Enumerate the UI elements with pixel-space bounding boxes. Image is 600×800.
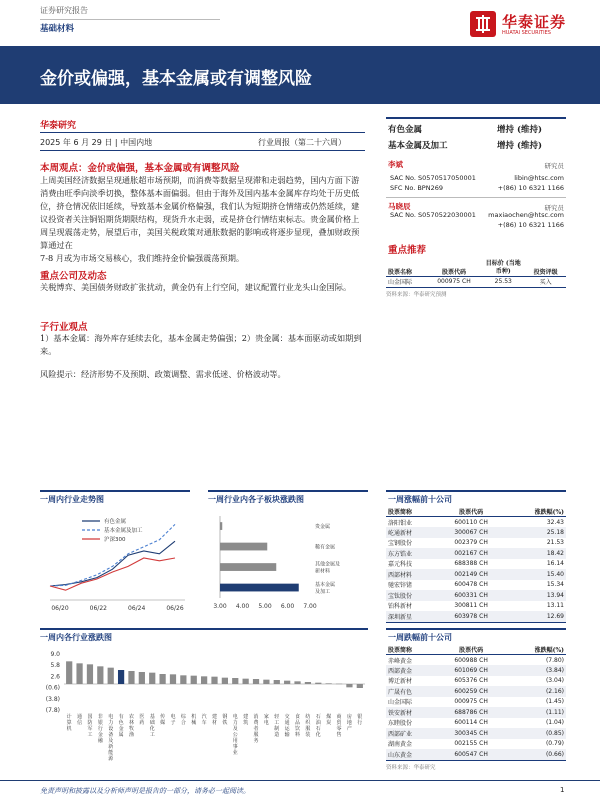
chart2-title: 一周行业内各子板块涨跌图: [208, 494, 304, 504]
table-header-cell: 涨跌幅(%): [534, 508, 564, 516]
change-pct: (3.04): [545, 677, 564, 685]
org-name: 华泰研究: [40, 121, 77, 131]
change-pct: 18.42: [505, 548, 566, 559]
analyst-email[interactable]: maxiaochen@htsc.com: [488, 211, 564, 219]
change-pct: 13.11: [546, 602, 564, 610]
header-rule: [40, 19, 220, 20]
analyst-role: 研究员: [544, 162, 564, 170]
stock-code: 002149 CH: [437, 569, 505, 580]
analyst-phone: +(86) 10 6321 1166: [497, 184, 564, 192]
x-tick-label: 5.00: [258, 603, 272, 610]
stock-name: 驰宏锌锗: [388, 582, 413, 590]
stock-code: 603978 CH: [437, 611, 505, 622]
bar: [76, 663, 82, 684]
table-row: [386, 676, 566, 687]
change-pct: (0.66): [505, 749, 566, 760]
category-label: 商贸零售: [336, 714, 342, 738]
table-source: 资料来源：华泰研究: [386, 764, 436, 771]
category-label: 传媒: [160, 714, 166, 726]
view-body-part2: 7-8 月或为市场交易核心，我们维持金价偏强震荡预期。: [40, 253, 245, 263]
company-body: 关税博弈、美国债务财政扩张扰动，黄金仍有上行空间，建议配置行业龙头山金国际。: [40, 282, 352, 292]
view-heading: 本周观点：金价或偏强，基本金属或有调整风险: [40, 163, 240, 174]
stock-code: 688388 CH: [454, 560, 488, 568]
change-pct: (1.45): [545, 698, 564, 706]
category-label: 农林牧渔: [128, 714, 134, 738]
sub-industry-heading: 子行业观点: [40, 322, 88, 333]
x-tick-label: 06/26: [166, 605, 184, 612]
category-label: 建筑: [243, 714, 249, 726]
x-tick-label: 3.00: [213, 603, 227, 610]
chart3-title: 一周内各行业涨跌图: [40, 632, 112, 642]
category-label: 综合: [180, 714, 186, 726]
stock-name: 东方锆业: [386, 548, 437, 559]
legend-label: 有色金属: [104, 519, 127, 525]
rec-col: 投资评级: [533, 268, 558, 276]
losers-heading: 一周跌幅前十公司: [388, 632, 452, 642]
analyst-name: 李斌: [388, 160, 403, 169]
company-heading: 重点公司及动态: [40, 271, 107, 282]
category-label: 有色金属: [118, 714, 124, 738]
category-label: 石油石化: [315, 714, 321, 738]
table-row: [386, 686, 566, 697]
bar: [139, 672, 145, 684]
stock-code: 000975 CH: [454, 698, 488, 706]
bar: [191, 676, 197, 684]
category-label: 家电: [263, 714, 269, 726]
category-label: 稀有金属: [315, 544, 336, 551]
bar: [97, 666, 103, 684]
category-label: 国防军工: [87, 714, 93, 738]
stock-name: 嘉元科技: [388, 561, 413, 569]
rec-col: 股票名称: [388, 268, 413, 276]
rating-sector-1: 有色金属: [388, 125, 423, 135]
report-date: 2025 年 6 月 29 日: [40, 138, 113, 147]
stock-name: 西部矿业: [386, 728, 437, 739]
category-label: 建材: [211, 714, 218, 726]
category-label: 医药: [139, 714, 145, 726]
category-label: 纺织服装: [305, 714, 311, 738]
stock-name: 宝钛股份: [386, 590, 437, 601]
bar: [108, 668, 114, 684]
bar: [346, 684, 352, 687]
change-pct: (3.84): [505, 665, 566, 676]
change-pct: 15.40: [505, 569, 566, 580]
footer-rule: [0, 780, 600, 781]
table-header-cell: 涨跌幅(%): [534, 646, 564, 654]
chart1-rule: [40, 490, 190, 492]
report-title: 金价或偏强，基本金属或有调整风险: [40, 69, 312, 89]
meta-rule-bottom: [40, 150, 365, 151]
bar: [180, 675, 186, 684]
table-row: [386, 276, 566, 287]
category-label: 电子: [170, 714, 176, 726]
rec-stock: 山金国际: [388, 279, 413, 286]
stock-name: 深圳新星: [386, 611, 437, 622]
stock-code: 300811 CH: [454, 602, 488, 610]
change-pct: 32.43: [546, 518, 564, 526]
page-number: 1: [560, 786, 565, 794]
y-tick-label: (3.8): [45, 695, 60, 703]
category-label: 汽车: [201, 714, 207, 726]
table-row: [386, 590, 566, 601]
losers-rule: [386, 628, 566, 630]
category-label: 交通运输: [284, 714, 290, 738]
category-label: 消费者服务: [253, 714, 259, 744]
bar: [170, 674, 176, 684]
brand-name-cn: 华泰证券: [502, 13, 567, 31]
series-line-2: [50, 558, 175, 590]
bar: [243, 679, 249, 684]
stock-code: 600988 CH: [454, 656, 488, 664]
category-label: 其他金属及: [315, 561, 341, 568]
table-row: [386, 739, 566, 750]
table-row: [386, 665, 566, 676]
x-tick-label: 4.00: [235, 603, 250, 610]
gainers-heading: 一周涨幅前十公司: [388, 494, 452, 504]
table-row: [386, 517, 566, 528]
analyst-sfc: SFC No. BPN269: [390, 184, 443, 192]
stock-name: 铁安新材: [386, 707, 437, 718]
table-row: [386, 527, 566, 538]
table-row: [386, 697, 566, 708]
bar: [253, 679, 259, 684]
stock-name: 山东黄金: [386, 749, 437, 760]
stock-name: 屹通新材: [386, 527, 437, 538]
footer-disclaimer: 免责声明和披露以及分析师声明是报告的一部分，请务必一起阅读。: [40, 787, 250, 795]
bar: [149, 673, 155, 684]
change-pct: 21.53: [546, 539, 564, 547]
bar: [159, 674, 165, 684]
category-label: 通信: [77, 714, 83, 726]
table-row: [386, 718, 566, 729]
table-row: [386, 538, 566, 549]
chart2-rule: [208, 490, 368, 492]
view-body: [40, 174, 362, 265]
change-pct: (1.04): [545, 719, 564, 727]
change-pct: 16.14: [546, 560, 564, 568]
bar: [66, 661, 72, 684]
y-tick-label: 5.8: [50, 662, 60, 670]
stock-name: 东睦股份: [388, 720, 413, 728]
category-label: 贵金属: [315, 524, 331, 531]
bar: [211, 677, 217, 684]
analyst-role: 研究员: [544, 204, 564, 212]
stock-name: 山金国际: [388, 699, 413, 707]
x-tick-label: 06/20: [51, 605, 69, 612]
rec-code: 000975 CH: [437, 278, 471, 285]
table-row: [386, 569, 566, 580]
stock-code: 600478 CH: [454, 581, 488, 589]
table-row: [386, 728, 566, 739]
gainers-table: [386, 506, 566, 623]
stock-code: 600259 CH: [437, 686, 505, 697]
x-tick-label: 06/22: [89, 605, 107, 612]
report-type: 行业周报（第二十六周）: [258, 138, 346, 147]
stock-code: 002379 CH: [454, 539, 488, 547]
x-tick-label: 6.00: [280, 603, 295, 610]
risk-note: 风险提示：经济形势不及预期、政策调整、需求低迷、价格波动等。: [40, 369, 286, 379]
series-line-0: [50, 541, 175, 586]
y-tick-label: (7.8): [45, 707, 60, 714]
rec-target: 25.53: [494, 278, 512, 285]
stock-code: 002155 CH: [454, 740, 488, 748]
category-label: 机械: [191, 714, 197, 726]
table-row: [386, 655, 566, 666]
table-header-cell: 股票代码: [459, 646, 484, 654]
bar: [232, 678, 238, 684]
losers-table: [386, 644, 566, 771]
analyst-sac: SAC No. S0570522030001: [390, 211, 476, 219]
gainers-rule: [386, 490, 566, 492]
bar: [294, 681, 300, 684]
rating-sector-2: 基本金属及加工: [388, 141, 448, 151]
category-label: 基础化工: [149, 714, 155, 738]
brand-name-en: HUATAI SECURITIES: [502, 30, 551, 36]
rec-col: 股票代码: [441, 268, 466, 276]
y-tick-label: 9.0: [50, 651, 60, 658]
category-label: 银行: [357, 714, 363, 726]
stock-name: 广晟有色: [386, 686, 437, 697]
bar: [118, 670, 124, 684]
table-row: [386, 611, 566, 622]
analyst-phone: +(86) 10 6321 1166: [497, 221, 564, 229]
category-label: 及加工: [315, 589, 331, 596]
category-label: 电力设备及新能源: [108, 714, 114, 762]
analyst-email[interactable]: libin@htsc.com: [514, 174, 564, 182]
stock-name: 西部黄金: [386, 665, 437, 676]
bar: [305, 682, 311, 684]
table-header-cell: 股票代码: [459, 508, 484, 516]
bar: [220, 563, 276, 571]
table-row: [386, 580, 566, 591]
change-pct: (1.11): [505, 707, 566, 718]
industry-change-chart: [40, 648, 370, 770]
stock-code: 605376 CH: [454, 677, 488, 685]
bar: [220, 522, 222, 530]
stock-code: 600331 CH: [437, 590, 505, 601]
change-pct: 25.18: [505, 527, 566, 538]
category-label: 轻工制造: [274, 714, 280, 738]
category-label: 房地产: [346, 714, 352, 732]
category-label: 新材料: [315, 568, 331, 575]
stock-name: 铂科新材: [388, 603, 413, 611]
stock-code: 601069 CH: [437, 665, 505, 676]
industry-trend-chart: [40, 508, 190, 618]
stock-name: 西部材料: [386, 569, 437, 580]
brand-logo: [470, 11, 580, 39]
change-pct: 12.69: [505, 611, 566, 622]
rec-col: 目标价 (当地币种): [485, 259, 521, 275]
stock-code: 002167 CH: [437, 548, 505, 559]
bar: [274, 680, 280, 684]
stock-name: 赤峰黄金: [388, 657, 413, 665]
table-row: [386, 559, 566, 570]
bar: [326, 683, 332, 684]
category-label: 电力及公用事业: [232, 714, 238, 756]
brand-logo-mark: [470, 11, 496, 37]
change-pct: (0.79): [545, 740, 564, 748]
bar: [201, 676, 207, 684]
bar: [128, 671, 134, 684]
ratings-rule: [386, 117, 566, 119]
legend-label: 沪深300: [104, 537, 126, 543]
stock-name: 宝钢股份: [388, 540, 413, 548]
view-body-part1: 上周美国经济数据呈现通胀超市场预期，而消费等数据呈现滞和走弱趋势，国内方面下游消费由旺季向淡季切换，整体基本面偏弱。但由于海外及国内基本金属库存均处于历史低位，挤仓情况依旧延续，导致基本金属价格偏强，我们认为短期挤仓情绪或仍然延续，建议投资者关注铜铝期货期限结构，现货升水走弱，或是挤仓行情结束标志。贵金属价格上周呈现震荡走势，展望后市，美国关税政策对通胀数据的影响或将逐步显现，叠加财政预算通过在: [40, 175, 360, 250]
x-tick-label: 06/24: [128, 605, 146, 612]
category-label: 食品饮料: [295, 714, 301, 738]
stock-name: 湖南黄金: [388, 741, 413, 749]
change-pct: (0.85): [505, 728, 566, 739]
bar: [220, 584, 299, 592]
bar: [87, 664, 93, 684]
rating-value-1: 增持 (维持): [497, 125, 543, 135]
table-header-cell: 股票简称: [388, 646, 413, 654]
table-row: [386, 707, 566, 718]
stock-name: 博迁新材: [388, 678, 413, 686]
x-tick-label: 7.00: [303, 603, 317, 610]
change-pct: (7.80): [545, 656, 564, 664]
y-tick-label: 2.6: [50, 673, 60, 681]
table-row: [386, 749, 566, 760]
table-row: [386, 601, 566, 612]
category-label: 非银行金融: [97, 714, 103, 744]
stock-code: 688786 CH: [437, 707, 505, 718]
rec-table: [386, 256, 566, 298]
meta-rule-top: [40, 132, 365, 133]
category-label: 煤炭: [326, 714, 332, 726]
table-row: [386, 548, 566, 559]
chart3-rule: [40, 628, 368, 630]
rec-rating: 买入: [539, 279, 552, 286]
stock-code: 300345 CH: [437, 728, 505, 739]
report-region: 中国内地: [120, 138, 153, 147]
bar: [263, 680, 269, 684]
stock-name: 洛阳钼业: [388, 519, 413, 527]
bar: [357, 684, 363, 688]
table-header-cell: 股票简称: [388, 508, 413, 516]
chart1-title: 一周内行业走势图: [40, 494, 104, 504]
bar: [220, 543, 267, 551]
change-pct: 13.94: [505, 590, 566, 601]
analyst-name: 马晓辰: [388, 202, 411, 211]
change-pct: (2.16): [505, 686, 566, 697]
y-tick-label: (0.6): [45, 684, 60, 692]
stock-code: 600114 CH: [454, 719, 488, 727]
sector-label: 基础材料: [40, 24, 75, 34]
bar: [336, 684, 342, 685]
report-date-line: 2025 年 6 月 29 日 | 中国内地: [40, 138, 153, 147]
sub-industry-body: 1）基本金属：海外库存延续去化，基本金属走势偏强；2）贵金属：基本面驱动或如期到来。: [40, 333, 362, 356]
stock-code: 300067 CH: [437, 527, 505, 538]
category-label: 基本金属: [315, 582, 336, 589]
rec-source: 资料来源：华泰研究预测: [386, 291, 447, 298]
doc-type: 证券研究报告: [40, 6, 88, 15]
sub-sector-chart: [208, 508, 368, 618]
analyst-sac: SAC No. S0570517050001: [390, 174, 476, 182]
category-label: 钢铁: [222, 714, 228, 726]
analyst-card-2: [386, 198, 566, 233]
rating-value-2: 增持 (维持): [497, 141, 543, 151]
change-pct: 15.34: [546, 581, 564, 589]
rec-heading: 重点推荐: [388, 245, 427, 256]
stock-code: 600547 CH: [437, 749, 505, 760]
bar: [284, 681, 290, 684]
bar: [222, 678, 228, 684]
legend-label: 基本金属及加工: [104, 528, 143, 534]
bar: [315, 683, 321, 684]
category-label: 计算机: [66, 714, 72, 732]
stock-code: 600110 CH: [454, 518, 488, 526]
